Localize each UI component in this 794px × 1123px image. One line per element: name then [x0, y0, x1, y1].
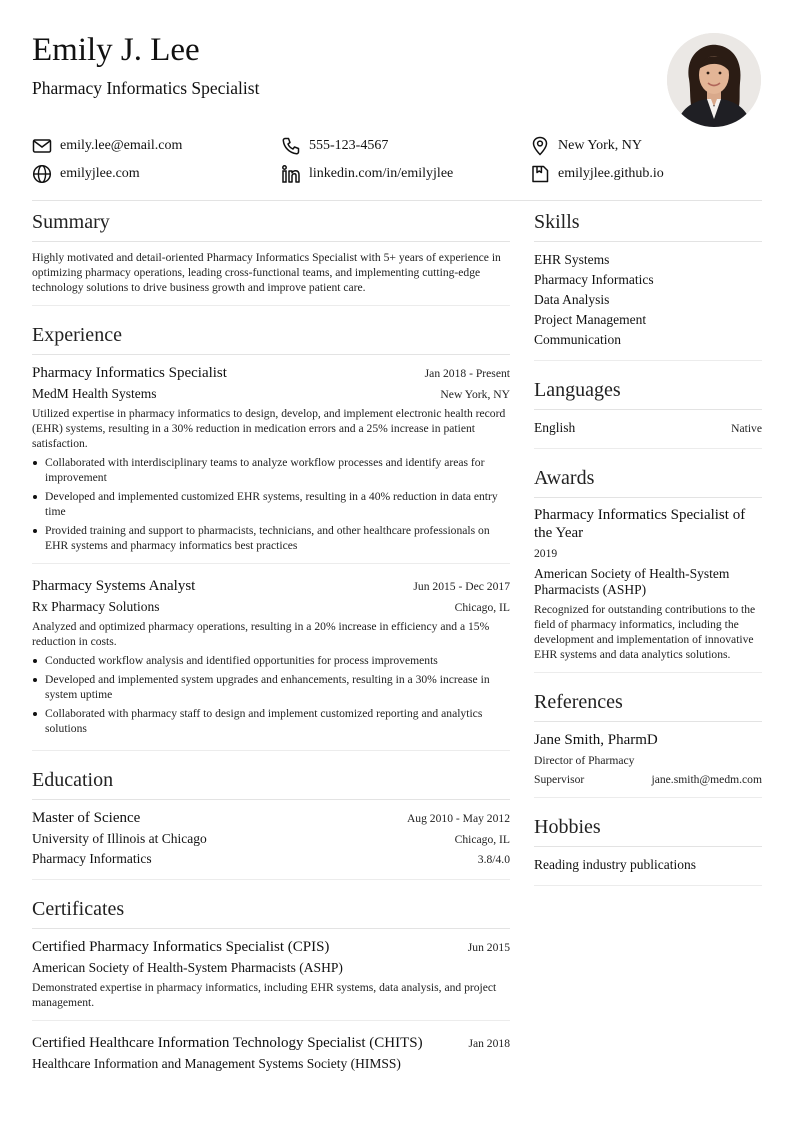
languages-heading: Languages	[534, 375, 762, 410]
contact-location	[530, 136, 642, 156]
job-entry	[32, 563, 510, 736]
skill-item: EHR Systems	[534, 252, 610, 267]
certificate-date: Jun 2015	[467, 941, 510, 954]
job-date: Jun 2015 - Dec 2017	[413, 580, 510, 593]
award-org: American Society of Health-System Pharmacists (ASHP)	[534, 566, 730, 597]
globe-icon	[32, 164, 52, 184]
job-location: Chicago, IL	[454, 601, 510, 614]
education-section	[32, 765, 510, 880]
job-bullet: Developed and implemented customized EHR systems, resulting in a 40% reduction in data entry time	[32, 489, 510, 519]
summary-heading: Summary	[32, 207, 510, 242]
location-text: New York, NY	[558, 138, 643, 153]
awards-section	[534, 463, 762, 673]
certificate-title: Certified Healthcare Information Technology Specialist (CHITS)	[32, 1035, 423, 1051]
job-company: MedM Health Systems	[32, 386, 157, 401]
phone-icon	[281, 136, 301, 156]
certificate-date: Jan 2018	[468, 1037, 510, 1050]
job-bullets	[32, 455, 510, 553]
certificate-description: Demonstrated expertise in pharmacy informatics, including EHR systems, data analysis, and project management.	[32, 981, 497, 1009]
github-text: emilyjlee.github.io	[558, 166, 664, 181]
job-description: Utilized expertise in pharmacy informatics to design, develop, and implement electronic health record (EHR) systems, resulting in a 30% reduction in medication errors and a 25% increase in patient satisfaction.	[32, 407, 506, 450]
award-title: Pharmacy Informatics Specialist of the Year	[534, 507, 746, 541]
awards-heading: Awards	[534, 463, 762, 498]
contact-website[interactable]	[32, 164, 140, 184]
references-heading: References	[534, 687, 762, 722]
job-bullet: Provided training and support to pharmacists, technicians, and other healthcare professionals on EHR systems and pharmacy informatics best practices	[32, 523, 510, 553]
contact-email[interactable]	[32, 136, 182, 156]
field-of-study: Pharmacy Informatics	[32, 851, 152, 866]
language-name: English	[534, 420, 576, 435]
candidate-title: Pharmacy Informatics Specialist	[32, 78, 260, 98]
education-location: Chicago, IL	[454, 833, 510, 846]
main-column	[32, 207, 510, 1084]
job-bullet: Collaborated with interdisciplinary teams to analyze workflow processes and identify areas for improvement	[32, 455, 510, 485]
certificate-entry	[32, 1020, 510, 1074]
contact-github[interactable]	[530, 164, 664, 184]
skill-item: Data Analysis	[534, 292, 610, 307]
gpa: 3.8/4.0	[477, 853, 510, 866]
education-date: Aug 2010 - May 2012	[406, 812, 510, 825]
hobbies-heading: Hobbies	[534, 812, 762, 847]
hobby-item: Reading industry publications	[534, 857, 696, 872]
certificate-entry	[32, 937, 510, 1010]
skills-heading: Skills	[534, 207, 762, 242]
job-company: Rx Pharmacy Solutions	[32, 599, 160, 614]
reference-position: Director of Pharmacy	[534, 754, 635, 767]
certificate-issuer: Healthcare Information and Management Systems Society (HIMSS)	[32, 1056, 401, 1071]
reference-relation: Supervisor	[534, 773, 585, 786]
summary-section	[32, 207, 510, 306]
github-icon	[530, 164, 550, 184]
hobbies-section	[534, 812, 762, 886]
award-description: Recognized for outstanding contributions to the field of pharmacy informatics, including the development and implementation of innovative EHR systems and data analytics solutions.	[534, 603, 756, 661]
phone-text: 555-123-4567	[309, 138, 389, 153]
job-date: Jan 2018 - Present	[424, 367, 510, 380]
job-bullets	[32, 653, 510, 736]
job-bullet: Conducted workflow analysis and identified opportunities for process improvements	[32, 653, 510, 668]
job-bullet: Collaborated with pharmacy staff to design and implement customized reporting and analytics solutions	[32, 706, 510, 736]
linkedin-text: linkedin.com/in/emilyjlee	[309, 166, 454, 181]
certificate-title: Certified Pharmacy Informatics Specialist (CPIS)	[32, 939, 330, 955]
education-heading: Education	[32, 765, 510, 800]
school: University of Illinois at Chicago	[32, 831, 207, 846]
certificates-heading: Certificates	[32, 894, 510, 929]
profile-photo	[667, 33, 761, 127]
job-title: Pharmacy Informatics Specialist	[32, 365, 227, 381]
skills-section	[534, 207, 762, 361]
languages-section	[534, 375, 762, 449]
website-text: emilyjlee.com	[60, 166, 140, 181]
header-divider	[32, 200, 762, 201]
degree: Master of Science	[32, 810, 141, 826]
language-level: Native	[731, 422, 762, 435]
experience-section	[32, 320, 510, 751]
job-location: New York, NY	[440, 388, 510, 401]
location-pin-icon	[530, 136, 550, 156]
experience-heading: Experience	[32, 320, 510, 355]
email-text: emily.lee@email.com	[60, 138, 183, 153]
certificates-section	[32, 894, 510, 1084]
mail-icon	[32, 136, 52, 156]
summary-text: Highly motivated and detail-oriented Pharmacy Informatics Specialist with 5+ years of experience in optimizing pharmacy operations, leading cross-functional teams, and implementing cutting-edge technology solutions to drive business growth and improve patient care.	[32, 251, 501, 294]
skill-item: Communication	[534, 332, 621, 347]
side-column	[534, 207, 762, 886]
job-title: Pharmacy Systems Analyst	[32, 578, 196, 594]
job-description: Analyzed and optimized pharmacy operations, resulting in a 20% increase in efficiency and a 15% reduction in costs.	[32, 620, 490, 648]
candidate-name: Emily J. Lee	[32, 32, 200, 68]
award-year: 2019	[534, 547, 558, 560]
job-bullet: Developed and implemented system upgrades and enhancements, resulting in a 30% increase in system uptime	[32, 672, 510, 702]
job-entry	[32, 363, 510, 553]
skill-item: Project Management	[534, 312, 647, 327]
contact-linkedin[interactable]	[281, 164, 453, 184]
reference-email[interactable]: jane.smith@medm.com	[651, 773, 762, 786]
references-section	[534, 687, 762, 798]
skill-item: Pharmacy Informatics	[534, 272, 654, 287]
reference-name: Jane Smith, PharmD	[534, 732, 658, 748]
linkedin-icon	[281, 164, 301, 184]
contact-phone[interactable]	[281, 136, 388, 156]
certificate-issuer: American Society of Health-System Pharmacists (ASHP)	[32, 960, 343, 975]
